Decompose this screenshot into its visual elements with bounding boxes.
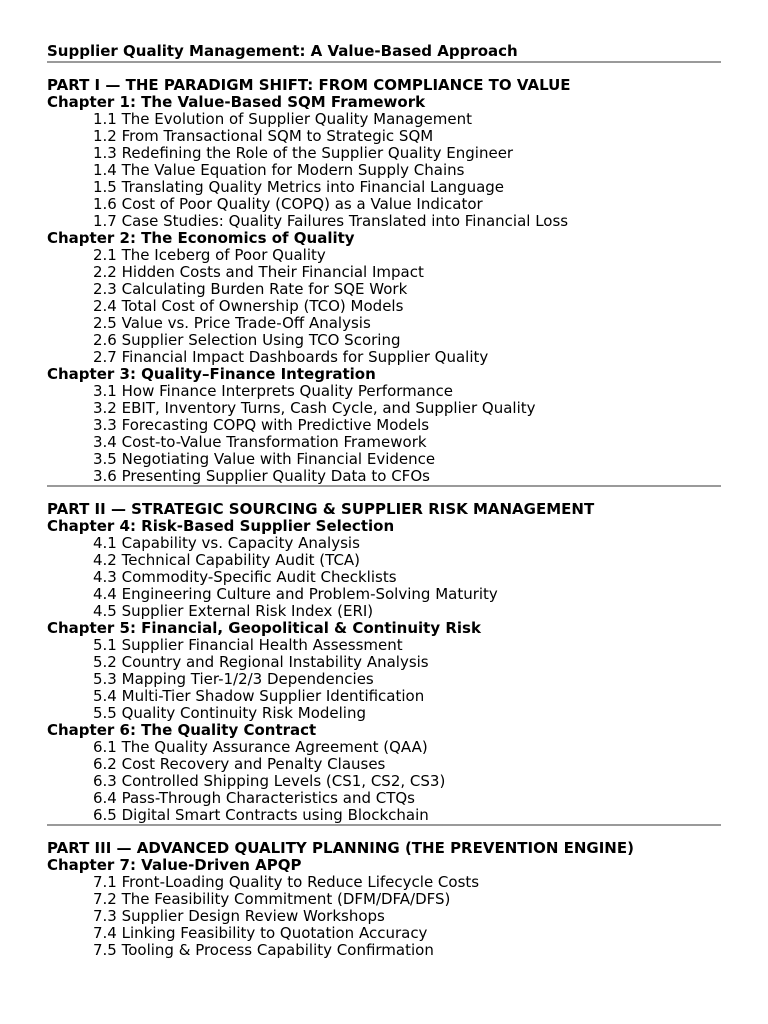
section-entry: 2.5 Value vs. Price Trade-Off Analysis — [93, 314, 371, 332]
section-entry: 3.1 How Finance Interprets Quality Performance — [93, 382, 453, 400]
section-entry: 5.3 Mapping Tier-1/2/3 Dependencies — [93, 670, 374, 688]
section-entry: 1.1 The Evolution of Supplier Quality Management — [93, 110, 472, 128]
chapter-title: Chapter 3: Quality–Finance Integration — [47, 365, 376, 383]
section-entry: 2.2 Hidden Costs and Their Financial Impact — [93, 263, 424, 281]
section-entry: 4.4 Engineering Culture and Problem-Solving Maturity — [93, 585, 498, 603]
section-entry: 4.1 Capability vs. Capacity Analysis — [93, 534, 360, 552]
part-title: PART I — THE PARADIGM SHIFT: FROM COMPLIANCE TO VALUE — [47, 76, 571, 94]
section-entry: 1.6 Cost of Poor Quality (COPQ) as a Value Indicator — [93, 195, 483, 213]
section-entry: 1.2 From Transactional SQM to Strategic SQM — [93, 127, 434, 145]
chapter-title: Chapter 6: The Quality Contract — [47, 721, 317, 739]
section-entry: 6.5 Digital Smart Contracts using Blockchain — [93, 806, 429, 824]
section-entry: 5.5 Quality Continuity Risk Modeling — [93, 704, 366, 722]
section-entry: 6.4 Pass-Through Characteristics and CTQs — [93, 789, 416, 807]
section-entry: 1.7 Case Studies: Quality Failures Translated into Financial Loss — [93, 212, 569, 230]
section-entry: 7.2 The Feasibility Commitment (DFM/DFA/DFS) — [93, 890, 451, 908]
section-entry: 5.2 Country and Regional Instability Analysis — [93, 653, 429, 671]
part-spacer — [47, 826, 721, 840]
part-title: PART II — STRATEGIC SOURCING & SUPPLIER RISK MANAGEMENT — [47, 500, 595, 518]
section-entry: 6.1 The Quality Assurance Agreement (QAA) — [93, 738, 428, 756]
section-entry: 1.5 Translating Quality Metrics into Financial Language — [93, 178, 505, 196]
section-entry: 4.2 Technical Capability Audit (TCA) — [93, 551, 361, 569]
section-entry: 1.4 The Value Equation for Modern Supply Chains — [93, 161, 465, 179]
section-entry: 7.5 Tooling & Process Capability Confirmation — [93, 941, 434, 959]
section-entry: 2.6 Supplier Selection Using TCO Scoring — [93, 331, 401, 349]
part-title: PART III — ADVANCED QUALITY PLANNING (THE PREVENTION ENGINE) — [47, 839, 634, 857]
section-entry: 3.3 Forecasting COPQ with Predictive Models — [93, 416, 430, 434]
section-entry: 7.1 Front-Loading Quality to Reduce Lifecycle Costs — [93, 873, 480, 891]
section-entry: 4.5 Supplier External Risk Index (ERI) — [93, 602, 374, 620]
toc-part — [47, 826, 721, 959]
part-spacer — [47, 63, 721, 77]
section-entry: 5.4 Multi-Tier Shadow Supplier Identification — [93, 687, 425, 705]
section-entry: 2.3 Calculating Burden Rate for SQE Work — [93, 280, 408, 298]
part-spacer — [47, 487, 721, 501]
document-title: Supplier Quality Management: A Value-Based Approach — [47, 42, 518, 60]
section-entry: 1.3 Redefining the Role of the Supplier Quality Engineer — [93, 144, 514, 162]
chapter-title: Chapter 1: The Value-Based SQM Framework — [47, 93, 426, 111]
section-entry: 7.4 Linking Feasibility to Quotation Accuracy — [93, 924, 428, 942]
section-entry: 2.1 The Iceberg of Poor Quality — [93, 246, 326, 264]
section-entry: 2.7 Financial Impact Dashboards for Supplier Quality — [93, 348, 489, 366]
chapter-title: Chapter 7: Value-Driven APQP — [47, 856, 302, 874]
section-entry: 3.4 Cost-to-Value Transformation Framework — [93, 433, 427, 451]
section-entry: 3.6 Presenting Supplier Quality Data to CFOs — [93, 467, 430, 485]
section-entry: 6.2 Cost Recovery and Penalty Clauses — [93, 755, 386, 773]
toc-part — [47, 487, 721, 826]
table-of-contents — [47, 63, 721, 959]
chapter-title: Chapter 2: The Economics of Quality — [47, 229, 355, 247]
section-entry: 5.1 Supplier Financial Health Assessment — [93, 636, 403, 654]
chapter-title: Chapter 5: Financial, Geopolitical & Continuity Risk — [47, 619, 481, 637]
section-entry: 7.3 Supplier Design Review Workshops — [93, 907, 385, 925]
chapter-title: Chapter 4: Risk-Based Supplier Selection — [47, 517, 395, 535]
section-entry: 4.3 Commodity-Specific Audit Checklists — [93, 568, 397, 586]
toc-part — [47, 63, 721, 487]
section-entry: 2.4 Total Cost of Ownership (TCO) Models — [93, 297, 404, 315]
section-entry: 6.3 Controlled Shipping Levels (CS1, CS2, CS3) — [93, 772, 446, 790]
section-entry: 3.2 EBIT, Inventory Turns, Cash Cycle, and Supplier Quality — [93, 399, 536, 417]
section-entry: 3.5 Negotiating Value with Financial Evidence — [93, 450, 436, 468]
